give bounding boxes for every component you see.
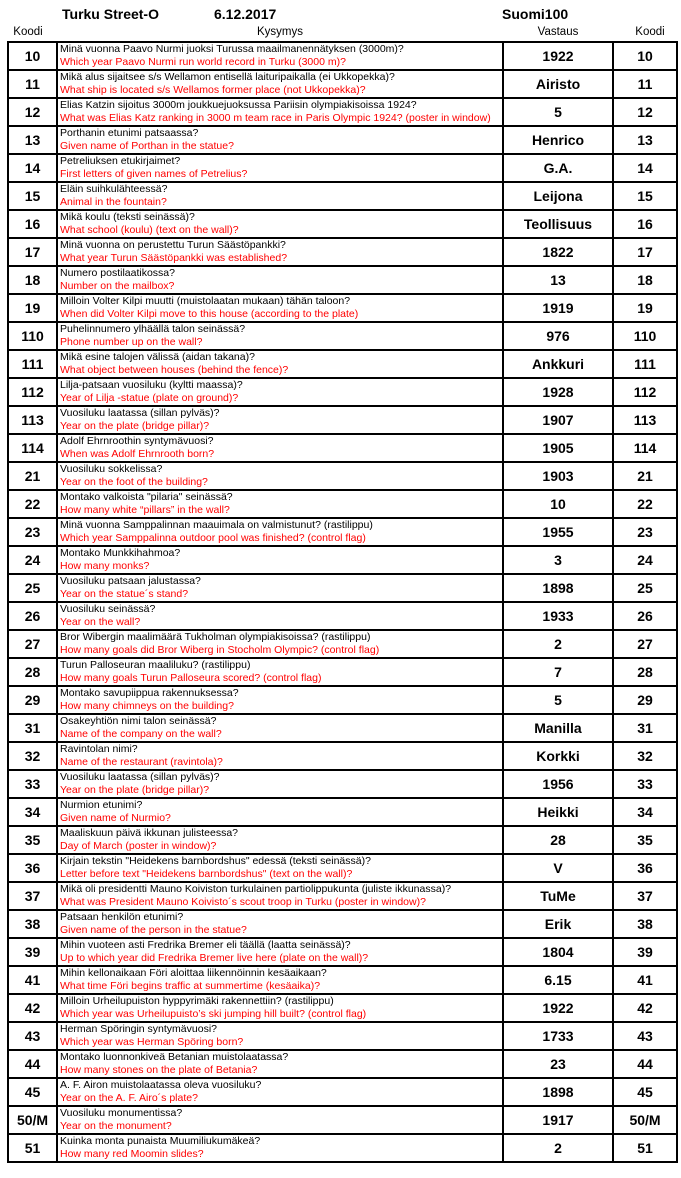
code-left: 42 — [8, 994, 57, 1022]
table-row — [8, 602, 677, 630]
code-right: 32 — [613, 742, 677, 770]
answer-cell: 1898 — [503, 1078, 613, 1106]
question-finnish: Turun Palloseuran maaliluku? (rastilippu) — [60, 659, 251, 671]
code-left: 43 — [8, 1022, 57, 1050]
question-cell — [57, 798, 503, 826]
question-english: What was President Mauno Koivisto´s scout troop in Turku (poster in window)? — [60, 896, 426, 908]
table-row — [8, 294, 677, 322]
code-left: 50/M — [8, 1106, 57, 1134]
answer-cell: 1822 — [503, 238, 613, 266]
question-english: Name of the restaurant (ravintola)? — [60, 756, 223, 768]
question-finnish: Nurmion etunimi? — [60, 799, 143, 811]
table-row — [8, 462, 677, 490]
table-row — [8, 42, 677, 70]
code-right: 14 — [613, 154, 677, 182]
question-finnish: Milloin Urheilupuiston hyppyrimäki rakennettiin? (rastilippu) — [60, 995, 334, 1007]
question-english: Given name of the person in the statue? — [60, 924, 247, 936]
table-row — [8, 686, 677, 714]
question-cell — [57, 210, 503, 238]
code-right: 11 — [613, 70, 677, 98]
table-row — [8, 238, 677, 266]
question-cell — [57, 182, 503, 210]
answer-cell: V — [503, 854, 613, 882]
code-right: 31 — [613, 714, 677, 742]
table-row — [8, 1022, 677, 1050]
table-row — [8, 966, 677, 994]
answer-cell: 7 — [503, 658, 613, 686]
code-right: 35 — [613, 826, 677, 854]
question-english: Year on the statue´s stand? — [60, 588, 189, 600]
question-finnish: Milloin Volter Kilpi muutti (muistolaatan mukaan) tähän taloon? — [60, 295, 351, 307]
table-row — [8, 882, 677, 910]
code-left: 51 — [8, 1134, 57, 1162]
question-cell — [57, 154, 503, 182]
code-right: 112 — [613, 378, 677, 406]
code-left: 37 — [8, 882, 57, 910]
answer-cell: 5 — [503, 686, 613, 714]
question-cell — [57, 574, 503, 602]
code-left: 36 — [8, 854, 57, 882]
question-cell — [57, 1078, 503, 1106]
question-finnish: Vuosiluku seinässä? — [60, 603, 156, 615]
question-english: What time Föri begins traffic at summertime (kesäaika)? — [60, 980, 321, 992]
question-finnish: Vuosiluku laatassa (sillan pylväs)? — [60, 407, 220, 419]
code-left: 34 — [8, 798, 57, 826]
question-finnish: A. F. Airon muistolaatassa oleva vuosiluku? — [60, 1079, 262, 1091]
header-code-left: Koodi — [13, 26, 43, 38]
question-cell — [57, 238, 503, 266]
answer-cell: 28 — [503, 826, 613, 854]
question-cell — [57, 98, 503, 126]
table-row — [8, 154, 677, 182]
code-right: 19 — [613, 294, 677, 322]
question-cell — [57, 1022, 503, 1050]
code-left: 25 — [8, 574, 57, 602]
quiz-table-body — [8, 42, 677, 1162]
question-english: What ship is located s/s Wellamos former place (not Ukkopekka)? — [60, 84, 366, 96]
answer-cell: Manilla — [503, 714, 613, 742]
code-right: 41 — [613, 966, 677, 994]
question-finnish: Vuosiluku laatassa (sillan pylväs)? — [60, 771, 220, 783]
question-cell — [57, 1050, 503, 1078]
table-row — [8, 546, 677, 574]
question-finnish: Montako valkoista "pilaria" seinässä? — [60, 491, 233, 503]
code-left: 112 — [8, 378, 57, 406]
question-english: Day of March (poster in window)? — [60, 840, 217, 852]
table-row — [8, 1078, 677, 1106]
answer-cell: 1733 — [503, 1022, 613, 1050]
table-row — [8, 658, 677, 686]
code-right: 10 — [613, 42, 677, 70]
question-finnish: Vuosiluku monumentissa? — [60, 1107, 183, 1119]
question-english: How many goals Turun Palloseura scored? (control flag) — [60, 672, 322, 684]
code-left: 13 — [8, 126, 57, 154]
question-cell — [57, 658, 503, 686]
question-finnish: Bror Wibergin maalimäärä Tukholman olympiakisoissa? (rastilippu) — [60, 631, 371, 643]
code-left: 113 — [8, 406, 57, 434]
answer-cell: 1933 — [503, 602, 613, 630]
answer-cell: 1898 — [503, 574, 613, 602]
code-left: 114 — [8, 434, 57, 462]
answer-cell: 3 — [503, 546, 613, 574]
question-cell — [57, 378, 503, 406]
code-left: 35 — [8, 826, 57, 854]
answer-cell: 1917 — [503, 1106, 613, 1134]
question-english: Year on the A. F. Airo´s plate? — [60, 1092, 198, 1104]
question-english: What object between houses (behind the fence)? — [60, 364, 289, 376]
answer-cell: 1907 — [503, 406, 613, 434]
code-right: 22 — [613, 490, 677, 518]
table-row — [8, 266, 677, 294]
answer-cell: 1804 — [503, 938, 613, 966]
question-cell — [57, 322, 503, 350]
answer-cell: 2 — [503, 630, 613, 658]
header-code-right: Koodi — [635, 26, 665, 38]
question-english: Year of Lilja -statue (plate on ground)? — [60, 392, 239, 404]
question-cell — [57, 406, 503, 434]
code-left: 24 — [8, 546, 57, 574]
code-left: 14 — [8, 154, 57, 182]
question-english: Phone number up on the wall? — [60, 336, 203, 348]
answer-cell: 976 — [503, 322, 613, 350]
question-english: How many stones on the plate of Betania? — [60, 1064, 258, 1076]
event-title: Turku Street-O — [62, 6, 159, 22]
question-english: How many white “pillars” in the wall? — [60, 504, 230, 516]
code-right: 13 — [613, 126, 677, 154]
answer-cell: 1922 — [503, 42, 613, 70]
code-right: 38 — [613, 910, 677, 938]
code-right: 50/M — [613, 1106, 677, 1134]
question-finnish: Maaliskuun päivä ikkunan julisteessa? — [60, 827, 239, 839]
answer-cell: Leijona — [503, 182, 613, 210]
code-right: 26 — [613, 602, 677, 630]
code-left: 110 — [8, 322, 57, 350]
table-row — [8, 434, 677, 462]
question-finnish: Mihin kellonaikaan Föri aloittaa liikennöinnin kesäaikaan? — [60, 967, 327, 979]
table-row — [8, 322, 677, 350]
table-row — [8, 714, 677, 742]
question-finnish: Osakeyhtiön nimi talon seinässä? — [60, 715, 217, 727]
question-cell — [57, 938, 503, 966]
table-row — [8, 406, 677, 434]
document-header — [0, 4, 681, 24]
table-row — [8, 182, 677, 210]
code-right: 24 — [613, 546, 677, 574]
code-left: 111 — [8, 350, 57, 378]
question-cell — [57, 462, 503, 490]
code-left: 11 — [8, 70, 57, 98]
question-english: Which year was Herman Spöring born? — [60, 1036, 244, 1048]
code-left: 39 — [8, 938, 57, 966]
code-left: 33 — [8, 770, 57, 798]
question-cell — [57, 994, 503, 1022]
question-english: Year on the plate (bridge pillar)? — [60, 420, 210, 432]
code-left: 45 — [8, 1078, 57, 1106]
table-row — [8, 798, 677, 826]
code-right: 113 — [613, 406, 677, 434]
question-cell — [57, 742, 503, 770]
code-right: 23 — [613, 518, 677, 546]
question-english: Which year Samppalinna outdoor pool was finished? (control flag) — [60, 532, 366, 544]
code-right: 42 — [613, 994, 677, 1022]
question-cell — [57, 490, 503, 518]
question-finnish: Patsaan henkilön etunimi? — [60, 911, 184, 923]
question-cell — [57, 686, 503, 714]
code-left: 17 — [8, 238, 57, 266]
code-right: 110 — [613, 322, 677, 350]
answer-cell: 1956 — [503, 770, 613, 798]
code-right: 28 — [613, 658, 677, 686]
question-finnish: Vuosiluku sokkelissa? — [60, 463, 163, 475]
table-row — [8, 742, 677, 770]
code-left: 32 — [8, 742, 57, 770]
question-finnish: Montako luonnonkiveä Betanian muistolaatassa? — [60, 1051, 289, 1063]
code-right: 12 — [613, 98, 677, 126]
question-finnish: Herman Spöringin syntymävuosi? — [60, 1023, 217, 1035]
answer-cell: 1928 — [503, 378, 613, 406]
question-cell — [57, 714, 503, 742]
header-question: Kysymys — [257, 26, 303, 38]
code-left: 23 — [8, 518, 57, 546]
question-english: When was Adolf Ehrnrooth born? — [60, 448, 215, 460]
code-left: 19 — [8, 294, 57, 322]
table-row — [8, 98, 677, 126]
question-english: What school (koulu) (text on the wall)? — [60, 224, 239, 236]
table-row — [8, 854, 677, 882]
answer-cell: Ankkuri — [503, 350, 613, 378]
table-row — [8, 574, 677, 602]
code-right: 111 — [613, 350, 677, 378]
question-english: Number on the mailbox? — [60, 280, 175, 292]
code-left: 21 — [8, 462, 57, 490]
table-row — [8, 126, 677, 154]
code-right: 21 — [613, 462, 677, 490]
table-row — [8, 518, 677, 546]
code-right: 45 — [613, 1078, 677, 1106]
code-left: 29 — [8, 686, 57, 714]
question-english: When did Volter Kilpi move to this house (according to the plate) — [60, 308, 359, 320]
table-row — [8, 490, 677, 518]
question-cell — [57, 1106, 503, 1134]
question-cell — [57, 910, 503, 938]
table-row — [8, 770, 677, 798]
question-english: Year on the wall? — [60, 616, 141, 628]
code-right: 34 — [613, 798, 677, 826]
question-english: Which year Paavo Nurmi run world record in Turku (3000 m)? — [60, 56, 346, 68]
code-left: 16 — [8, 210, 57, 238]
question-cell — [57, 70, 503, 98]
question-finnish: Minä vuonna Paavo Nurmi juoksi Turussa maailmanennätyksen (3000m)? — [60, 43, 404, 55]
question-english: Year on the plate (bridge pillar)? — [60, 784, 210, 796]
question-finnish: Kuinka monta punaista Muumiliukumäkeä? — [60, 1135, 261, 1147]
question-english: Given name of Nurmio? — [60, 812, 171, 824]
question-cell — [57, 42, 503, 70]
code-right: 36 — [613, 854, 677, 882]
question-cell — [57, 826, 503, 854]
code-right: 33 — [613, 770, 677, 798]
code-left: 27 — [8, 630, 57, 658]
question-cell — [57, 602, 503, 630]
code-left: 31 — [8, 714, 57, 742]
answer-cell: 1922 — [503, 994, 613, 1022]
table-row — [8, 910, 677, 938]
question-finnish: Vuosiluku patsaan jalustassa? — [60, 575, 201, 587]
question-cell — [57, 518, 503, 546]
question-finnish: Adolf Ehrnroothin syntymävuosi? — [60, 435, 214, 447]
question-english: Year on the monument? — [60, 1120, 172, 1132]
question-cell — [57, 434, 503, 462]
answer-cell: Henrico — [503, 126, 613, 154]
question-english: Animal in the fountain? — [60, 196, 167, 208]
question-finnish: Porthanin etunimi patsaassa? — [60, 127, 199, 139]
answer-cell: 10 — [503, 490, 613, 518]
question-finnish: Mikä oli presidentti Mauno Koiviston turkulainen partiolippukunta (juliste ikkunassa)? — [60, 883, 452, 895]
table-row — [8, 350, 677, 378]
code-left: 41 — [8, 966, 57, 994]
table-row — [8, 1106, 677, 1134]
code-right: 39 — [613, 938, 677, 966]
code-left: 38 — [8, 910, 57, 938]
table-row — [8, 378, 677, 406]
table-row — [8, 994, 677, 1022]
code-left: 15 — [8, 182, 57, 210]
answer-cell: 1905 — [503, 434, 613, 462]
code-left: 28 — [8, 658, 57, 686]
header-answer: Vastaus — [537, 26, 579, 38]
code-left: 12 — [8, 98, 57, 126]
code-right: 27 — [613, 630, 677, 658]
question-finnish: Elias Katzin sijoitus 3000m joukkuejuoksussa Pariisin olympiakisoissa 1924? — [60, 99, 417, 111]
question-cell — [57, 126, 503, 154]
answer-cell: Teollisuus — [503, 210, 613, 238]
question-finnish: Mikä esine talojen välissä (aidan takana)? — [60, 351, 255, 363]
answer-cell: Heikki — [503, 798, 613, 826]
question-finnish: Minä vuonna Samppalinnan maauimala on valmistunut? (rastilippu) — [60, 519, 373, 531]
code-left: 10 — [8, 42, 57, 70]
question-finnish: Montako Munkkihahmoa? — [60, 547, 181, 559]
table-row — [8, 70, 677, 98]
question-finnish: Mihin vuoteen asti Fredrika Bremer eli täällä (laatta seinässä)? — [60, 939, 351, 951]
answer-cell: 13 — [503, 266, 613, 294]
question-cell — [57, 546, 503, 574]
question-english: How many goals did Bror Wiberg in Stocholm Olympic? (control flag) — [60, 644, 380, 656]
table-row — [8, 210, 677, 238]
code-right: 44 — [613, 1050, 677, 1078]
code-right: 37 — [613, 882, 677, 910]
code-right: 29 — [613, 686, 677, 714]
code-right: 15 — [613, 182, 677, 210]
question-finnish: Numero postilaatikossa? — [60, 267, 175, 279]
table-row — [8, 826, 677, 854]
answer-cell: 2 — [503, 1134, 613, 1162]
question-english: What year Turun Säästöpankki was established? — [60, 252, 288, 264]
question-cell — [57, 1134, 503, 1162]
answer-cell: 1903 — [503, 462, 613, 490]
code-right: 51 — [613, 1134, 677, 1162]
answer-cell: Korkki — [503, 742, 613, 770]
code-right: 17 — [613, 238, 677, 266]
question-finnish: Ravintolan nimi? — [60, 743, 138, 755]
answer-cell: 6.15 — [503, 966, 613, 994]
quiz-table — [7, 41, 678, 1163]
code-left: 26 — [8, 602, 57, 630]
code-right: 43 — [613, 1022, 677, 1050]
question-english: Given name of Porthan in the statue? — [60, 140, 234, 152]
code-right: 25 — [613, 574, 677, 602]
question-cell — [57, 966, 503, 994]
code-right: 18 — [613, 266, 677, 294]
question-cell — [57, 630, 503, 658]
question-english: Letter before text "Heidekens barnbordshus" (text on the wall)? — [60, 868, 353, 880]
question-finnish: Mikä alus sijaitsee s/s Wellamon entisellä laituripaikalla (ei Ukkopekka)? — [60, 71, 395, 83]
table-row — [8, 938, 677, 966]
question-cell — [57, 770, 503, 798]
code-right: 16 — [613, 210, 677, 238]
question-finnish: Eläin suihkulähteessä? — [60, 183, 168, 195]
question-finnish: Petreliuksen etukirjaimet? — [60, 155, 181, 167]
question-finnish: Lilja-patsaan vuosiluku (kyltti maassa)? — [60, 379, 243, 391]
question-english: Year on the foot of the building? — [60, 476, 208, 488]
answer-cell: 1919 — [503, 294, 613, 322]
code-right: 114 — [613, 434, 677, 462]
question-finnish: Puhelinnumero ylhäällä talon seinässä? — [60, 323, 246, 335]
code-left: 22 — [8, 490, 57, 518]
question-finnish: Mikä koulu (teksti seinässä)? — [60, 211, 195, 223]
answer-cell: 23 — [503, 1050, 613, 1078]
question-cell — [57, 266, 503, 294]
question-english: How many monks? — [60, 560, 150, 572]
column-headers — [0, 25, 681, 41]
answer-cell: TuMe — [503, 882, 613, 910]
question-english: Name of the company on the wall? — [60, 728, 222, 740]
table-row — [8, 630, 677, 658]
question-finnish: Minä vuonna on perustettu Turun Säästöpankki? — [60, 239, 286, 251]
answer-cell: Erik — [503, 910, 613, 938]
table-row — [8, 1050, 677, 1078]
question-finnish: Montako savupiippua rakennuksessa? — [60, 687, 239, 699]
question-english: How many red Moomin slides? — [60, 1148, 204, 1160]
question-english: Which year was Urheilupuisto’s ski jumping hill built? (control flag) — [60, 1008, 367, 1020]
answer-cell: 1955 — [503, 518, 613, 546]
question-cell — [57, 350, 503, 378]
table-row — [8, 1134, 677, 1162]
question-english: Up to which year did Fredrika Bremer live here (plate on the wall)? — [60, 952, 369, 964]
answer-cell: 5 — [503, 98, 613, 126]
answer-cell: G.A. — [503, 154, 613, 182]
question-cell — [57, 854, 503, 882]
code-left: 44 — [8, 1050, 57, 1078]
question-english: What was Elias Katz ranking in 3000 m team race in Paris Olympic 1924? (poster in window) — [60, 112, 491, 124]
event-date: 6.12.2017 — [214, 6, 277, 22]
code-left: 18 — [8, 266, 57, 294]
question-english: First letters of given names of Petrelius? — [60, 168, 248, 180]
question-cell — [57, 294, 503, 322]
question-cell — [57, 882, 503, 910]
answer-cell: Airisto — [503, 70, 613, 98]
event-series: Suomi100 — [502, 6, 569, 22]
question-english: How many chimneys on the building? — [60, 700, 234, 712]
question-finnish: Kirjain tekstin "Heidekens barnbordshus" edessä (teksti seinässä)? — [60, 855, 371, 867]
